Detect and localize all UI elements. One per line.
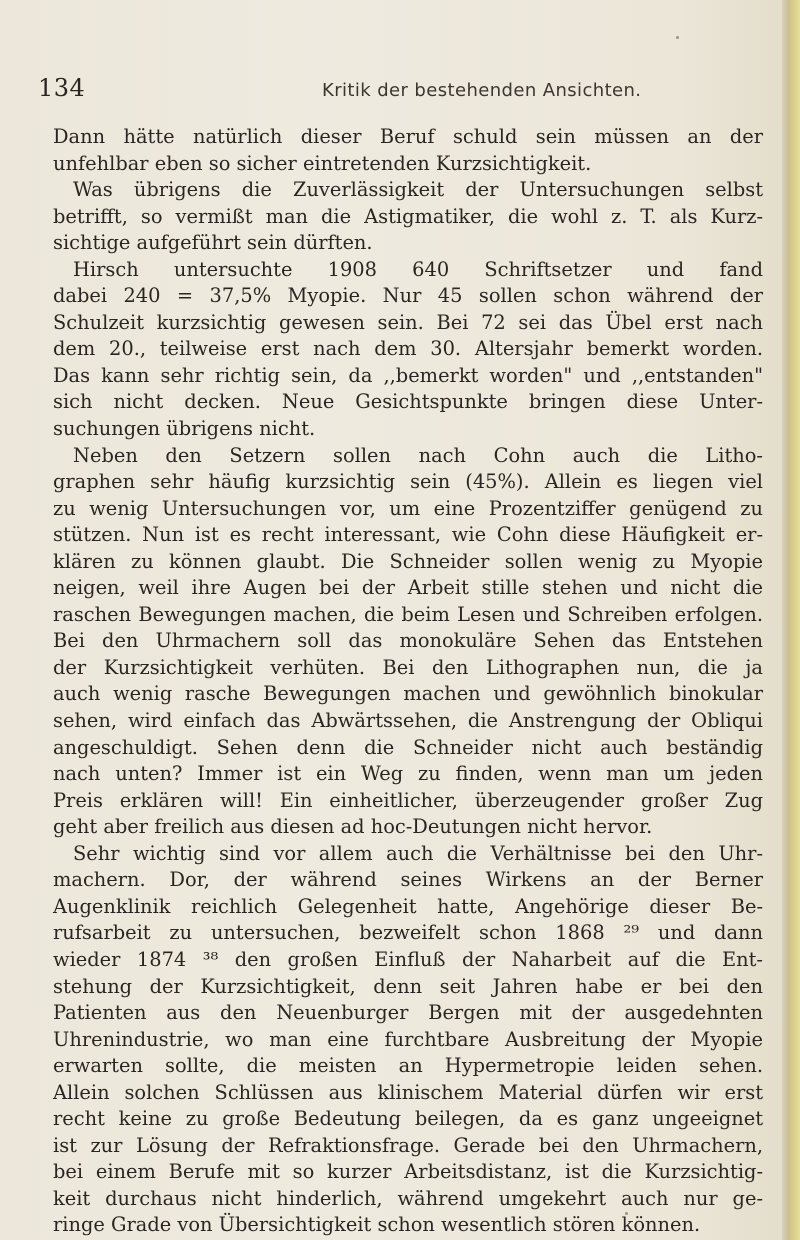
text-line: machern. Dor, der während seines Wirkens an der Berner: [53, 868, 763, 892]
text-line: erwarten sollte, die meisten an Hypermetropie leiden sehen.: [53, 1054, 763, 1078]
text-line: zu wenig Untersuchungen vor, um eine Prozentziffer genügend zu: [53, 496, 763, 520]
text-line: Hirsch untersuchte 1908 640 Schriftsetzer und fand: [73, 257, 763, 281]
page-header: [38, 74, 768, 106]
text-line: Dann hätte natürlich dieser Beruf schuld sein müssen an der: [53, 125, 763, 148]
text-line: Uhrenindustrie, wo man eine furchtbare Ausbreitung der Myopie: [53, 1027, 763, 1051]
text-line: unfehlbar eben so sicher eintretenden Kurzsichtigkeit.: [53, 151, 592, 175]
text-line: nach unten? Immer ist ein Weg zu finden, wenn man um jeden: [53, 762, 763, 786]
text-line: Patienten aus den Neuenburger Bergen mit der ausgedehnten: [53, 1001, 763, 1025]
page-number: 134: [38, 74, 86, 102]
text-line: betrifft, so vermißt man die Astigmatiker, die wohl z. T. als Kurz-: [53, 204, 763, 228]
text-line: Das kann sehr richtig sein, da ,,bemerkt worden" und ,,entstanden": [53, 363, 763, 387]
text-line: auch wenig rasche Bewegungen machen und gewöhnlich binokular: [53, 682, 763, 706]
text-line: geht aber freilich aus diesen ad hoc-Deutungen nicht hervor.: [53, 815, 653, 839]
text-line: dabei 240 = 37,5% Myopie. Nur 45 sollen schon während der: [53, 284, 763, 308]
text-line: sich nicht decken. Neue Gesichtspunkte bringen diese Unter-: [53, 390, 763, 414]
text-line: recht keine zu große Bedeutung beilegen, da es ganz ungeeignet: [53, 1107, 763, 1131]
text-line: der Kurzsichtigkeit verhüten. Bei den Lithographen nun, die ja: [53, 655, 763, 679]
page-edge: [782, 0, 800, 1240]
running-head: Kritik der bestehenden Ansichten.: [322, 80, 642, 101]
text-line: suchungen übrigens nicht.: [53, 417, 316, 441]
text-line: Neben den Setzern sollen nach Cohn auch die Litho-: [73, 443, 763, 467]
text-line: wieder 1874 ³⁸ den großen Einfluß der Naharbeit auf die Ent-: [53, 947, 763, 971]
text-line: stützen. Nun ist es recht interessant, wie Cohn diese Häufigkeit er-: [53, 523, 763, 547]
text-line: rufsarbeit zu untersuchen, bezweifelt schon 1868 ²⁹ und dann: [53, 921, 763, 945]
text-line: sichtige aufgeführt sein dürften.: [53, 231, 373, 255]
text-line: raschen Bewegungen machen, die beim Lesen und Schreiben erfolgen.: [53, 602, 763, 626]
text-line: ringe Grade von Übersichtigkeit schon wesentlich stören können.: [53, 1213, 701, 1237]
body-text: [53, 124, 763, 1239]
text-line: Augenklinik reichlich Gelegenheit hatte, Angehörige dieser Be-: [53, 894, 763, 918]
text-line: keit durchaus nicht hinderlich, während umgekehrt auch nur ge-: [53, 1186, 763, 1210]
text-line: dem 20., teilweise erst nach dem 30. Altersjahr bemerkt worden.: [53, 337, 763, 361]
text-line: neigen, weil ihre Augen bei der Arbeit stille stehen und nicht die: [53, 576, 763, 600]
text-line: sehen, wird einfach das Abwärtssehen, die Anstrengung der Obliqui: [53, 709, 763, 733]
text-line: graphen sehr häufig kurzsichtig sein (45%). Allein es liegen viel: [53, 470, 763, 494]
text-line: Allein solchen Schlüssen aus klinischem Material dürfen wir erst: [53, 1080, 763, 1104]
text-line: bei einem Berufe mit so kurzer Arbeitsdistanz, ist die Kurzsichtig-: [53, 1160, 763, 1184]
text-line: Sehr wichtig sind vor allem auch die Verhältnisse bei den Uhr-: [73, 841, 763, 865]
text-line: klären zu können glaubt. Die Schneider sollen wenig zu Myopie: [53, 549, 763, 573]
text-line: Was übrigens die Zuverlässigkeit der Untersuchungen selbst: [73, 178, 763, 202]
text-line: angeschuldigt. Sehen denn die Schneider nicht auch beständig: [53, 735, 763, 759]
paper-speck: [676, 36, 679, 39]
text-line: Preis erklären will! Ein einheitlicher, überzeugender großer Zug: [53, 788, 763, 812]
text-line: Bei den Uhrmachern soll das monokuläre Sehen das Entstehen: [53, 629, 763, 653]
text-line: ist zur Lösung der Refraktionsfrage. Gerade bei den Uhrmachern,: [53, 1133, 763, 1157]
text-line: stehung der Kurzsichtigkeit, denn seit Jahren habe er bei den: [53, 974, 763, 998]
text-line: Schulzeit kurzsichtig gewesen sein. Bei 72 sei das Übel erst nach: [53, 310, 763, 334]
